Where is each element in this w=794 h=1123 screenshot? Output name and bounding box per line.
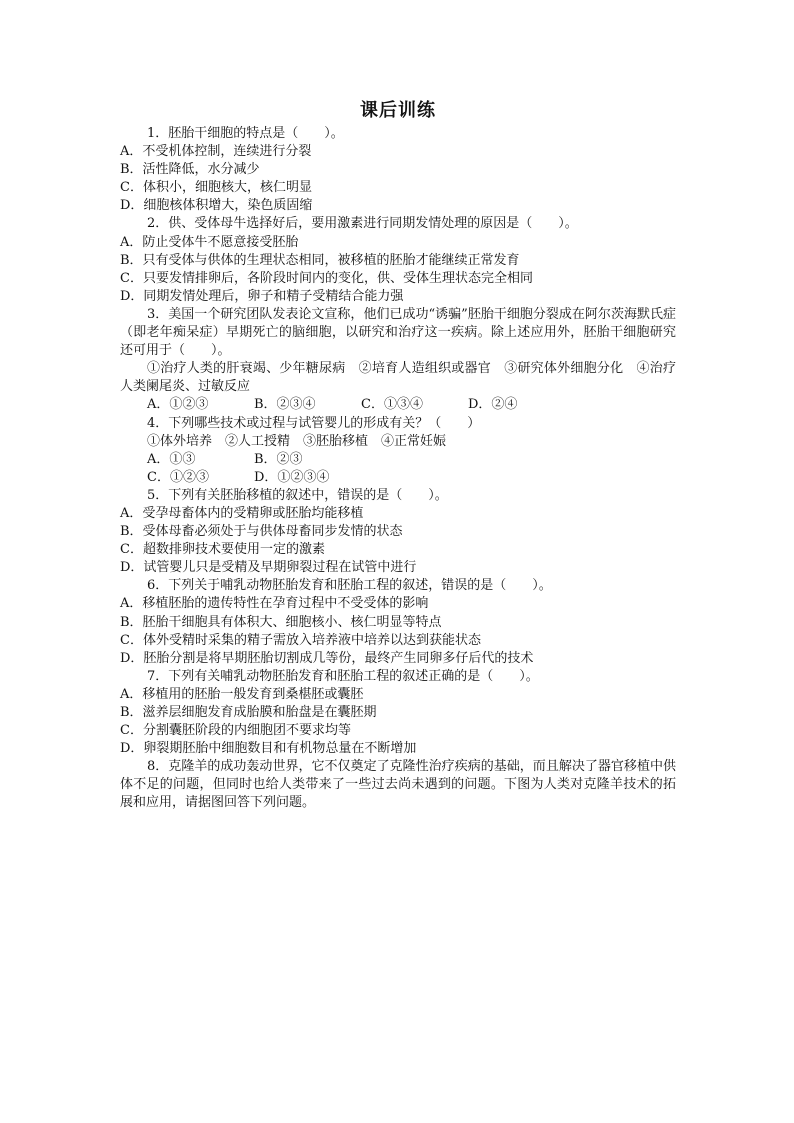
question-4-options-row-1	[120, 451, 676, 469]
question-4-option-b: B．②③	[254, 451, 303, 467]
question-6-option-b: B．胚胎干细胞具有体积大、细胞核小、核仁明显等特点	[120, 614, 442, 630]
question-1-option-b: B．活性降低，水分减少	[120, 162, 260, 178]
question-3-option-a: A．①②③	[147, 397, 209, 413]
question-2-option-d: D．同期发情处理后，卵子和精子受精结合能力强	[120, 288, 404, 304]
question-1-stem: 1．胚胎干细胞的特点是（ ）。	[147, 126, 344, 141]
question-7	[120, 668, 676, 758]
question-3	[120, 306, 676, 415]
question-7-stem: 7．下列有关哺乳动物胚胎发育和胚胎工程的叙述正确的是（ ）。	[147, 668, 539, 684]
question-1-option-a: A．不受机体控制，连续进行分裂	[120, 144, 312, 160]
question-8	[120, 758, 676, 812]
question-7-option-d: D．卵裂期胚胎中细胞数目和有机物总量在不断增加	[120, 741, 417, 757]
question-4-stem: 4．下列哪些技术或过程与试管婴儿的形成有关？（ ）	[147, 415, 481, 431]
question-3-option-c: C．①③④	[361, 397, 423, 413]
question-7-option-c: C．分割囊胚阶段的内细胞团不要求均等	[120, 723, 351, 739]
question-1-option-c: C．体积小，细胞核大，核仁明显	[120, 180, 312, 196]
question-4-options-row-2	[120, 469, 676, 487]
question-3-options	[120, 396, 676, 414]
question-1-option-d: D．细胞核体积增大，染色质固缩	[120, 198, 313, 214]
question-6-option-c: C．体外受精时采集的精子需放入培养液中培养以达到获能状态	[120, 632, 481, 648]
question-3-items: ①治疗人类的肝衰竭、少年糖尿病 ②培育人造组织或器官 ③研究体外细胞分化 ④治疗人类阑尾炎、过敏反应	[120, 361, 676, 395]
question-7-option-a: A．移植用的胚胎一般发育到桑椹胚或囊胚	[120, 686, 364, 702]
question-6-option-a: A．移植胚胎的遗传特性在孕育过程中不受受体的影响	[120, 596, 429, 612]
question-2-option-c: C．只要发情排卵后，各阶段时间内的变化，供、受体生理状态完全相同	[120, 270, 533, 286]
question-6-option-d: D．胚胎分割是将早期胚胎切割成几等份，最终产生同卵多仔后代的技术	[120, 650, 534, 666]
question-3-option-d: D．②④	[468, 397, 518, 413]
question-5-stem: 5．下列有关胚胎移植的叙述中，错误的是（ ）。	[147, 487, 448, 503]
question-5-option-d: D．试管婴儿只是受精及早期卵裂过程在试管中进行	[120, 560, 417, 576]
question-6	[120, 577, 676, 667]
question-4-option-c: C．①②③	[147, 469, 209, 485]
question-8-stem: 8．克隆羊的成功轰动世界，它不仅奠定了克隆性治疗疾病的基础，而且解决了器官移植中供体不足的问题，但同时也给人类带来了一些过去尚未遇到的问题。下图为人类对克隆羊技术的拓展和应用，请据图回答下列问题。	[120, 759, 676, 811]
question-4	[120, 415, 676, 487]
question-2-option-b: B．只有受体与供体的生理状态相同，被移植的胚胎才能继续正常发育	[120, 252, 520, 268]
question-4-items: ①体外培养 ②人工授精 ③胚胎移植 ④正常妊娠	[147, 433, 447, 449]
question-4-option-a: A．①③	[147, 451, 196, 467]
question-3-option-b: B．②③④	[254, 397, 316, 413]
question-1	[120, 125, 676, 215]
question-6-stem: 6．下列关于哺乳动物胚胎发育和胚胎工程的叙述，错误的是（ ）。	[147, 578, 552, 594]
question-2-stem: 2．供、受体母牛选择好后，要用激素进行同期发情处理的原因是（ ）。	[147, 216, 578, 232]
question-2-option-a: A．防止受体牛不愿意接受胚胎	[120, 234, 299, 250]
question-2	[120, 215, 676, 305]
question-5-option-a: A．受孕母畜体内的受精卵或胚胎均能移植	[120, 505, 364, 521]
question-5	[120, 487, 676, 577]
question-5-option-b: B．受体母畜必须处于与供体母畜同步发情的状态	[120, 524, 403, 540]
page-title: 课后训练	[360, 100, 436, 121]
question-5-option-c: C．超数排卵技术要使用一定的激素	[120, 542, 325, 558]
question-7-option-b: B．滋养层细胞发育成胎膜和胎盘是在囊胚期	[120, 705, 377, 720]
document-page	[120, 98, 676, 813]
question-4-option-d: D．①②③④	[254, 469, 330, 485]
question-3-stem: 3．美国一个研究团队发表论文宣称，他们已成功“诱骗”胚胎干细胞分裂成在阿尔茨海默氏症（即老年痴呆症）早期死亡的脑细胞，以研究和治疗这一疾病。除上述应用外，胚胎干细胞研究还可用于（ ）。	[120, 306, 676, 359]
